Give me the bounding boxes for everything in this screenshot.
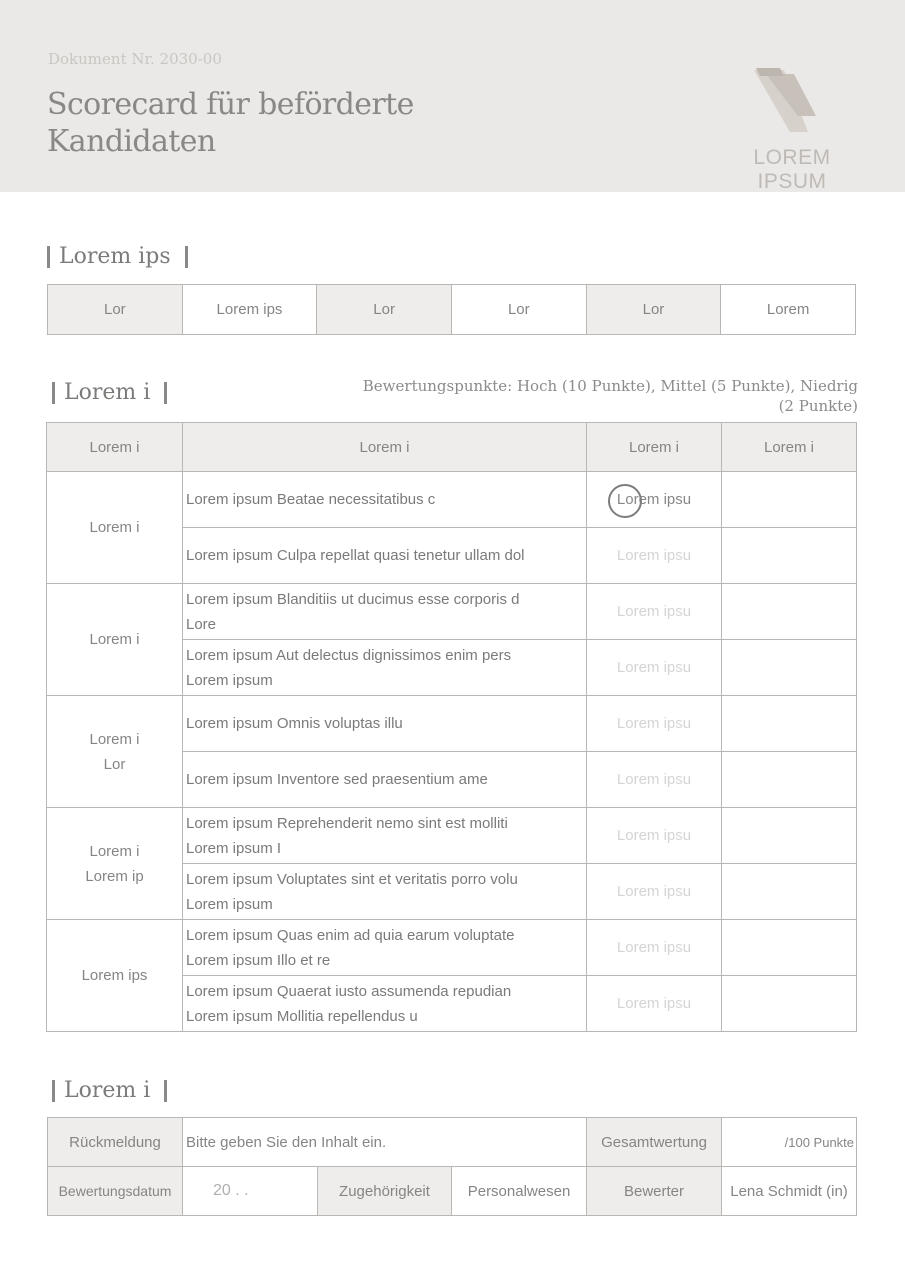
column-header: Lorem i	[47, 423, 183, 472]
comment-cell[interactable]	[722, 864, 857, 920]
column-header: Lorem i	[587, 423, 722, 472]
criteria-cell: Lorem ipsum Blanditiis ut ducimus esse corporis d Lore	[183, 584, 587, 640]
comment-cell[interactable]	[722, 696, 857, 752]
score-cell[interactable]: Lorem ipsu	[587, 584, 722, 640]
category-cell: Lorem i Lor	[47, 696, 183, 808]
info-cell: Lor	[317, 285, 452, 335]
category-cell: Lorem i Lorem ip	[47, 808, 183, 920]
comment-cell[interactable]	[722, 808, 857, 864]
table-row	[48, 1167, 857, 1216]
logo-text: LOREM IPSUM	[753, 146, 831, 193]
scorecard-table	[46, 422, 857, 1032]
document-header	[0, 0, 905, 192]
info-cell[interactable]: Lor	[451, 285, 586, 335]
table-row	[47, 472, 857, 528]
info-cell: Lor	[586, 285, 721, 335]
column-header: Lorem i	[722, 423, 857, 472]
evaluator-field[interactable]: Lena Schmidt (in)	[722, 1167, 857, 1216]
category-cell: Lorem i	[47, 472, 183, 584]
comment-cell[interactable]	[722, 528, 857, 584]
rating-points-note: Bewertungspunkte: Hoch (10 Punkte), Mittel (5 Punkte), Niedrig (2 Punkte)	[362, 377, 858, 415]
table-row	[47, 584, 857, 640]
section-title-3: Lorem i	[52, 1078, 167, 1103]
score-cell[interactable]: Lorem ipsu	[587, 528, 722, 584]
criteria-cell: Lorem ipsum Omnis voluptas illu	[183, 696, 587, 752]
stacked-panels-logo-icon	[750, 66, 820, 134]
feedback-label: Rückmeldung	[48, 1118, 183, 1167]
total-score-label: Gesamtwertung	[587, 1118, 722, 1167]
table-row	[47, 920, 857, 976]
table-row	[47, 696, 857, 752]
criteria-cell: Lorem ipsum Beatae necessitatibus c	[183, 472, 587, 528]
page-title: Scorecard für beförderte Kandidaten	[47, 87, 414, 159]
section-title-2: Lorem i	[52, 380, 167, 405]
category-cell: Lorem ips	[47, 920, 183, 1032]
score-cell[interactable]: Lorem ipsu	[587, 640, 722, 696]
comment-cell[interactable]	[722, 472, 857, 528]
comment-cell[interactable]	[722, 976, 857, 1032]
score-cell[interactable]: Lorem ipsu	[587, 696, 722, 752]
criteria-cell: Lorem ipsum Inventore sed praesentium ame	[183, 752, 587, 808]
info-cell[interactable]: Lorem	[721, 285, 856, 335]
cursor-circle: Lorem ipsu	[616, 491, 692, 508]
table-row	[47, 808, 857, 864]
info-cell: Lor	[48, 285, 183, 335]
brand-logo	[722, 66, 862, 193]
total-score-field[interactable]: /100 Punkte	[722, 1118, 857, 1167]
score-cell[interactable]: Lorem ipsu	[587, 752, 722, 808]
criteria-cell: Lorem ipsum Reprehenderit nemo sint est molliti Lorem ipsum I	[183, 808, 587, 864]
score-cell[interactable]: Lorem ipsu	[587, 976, 722, 1032]
table-header-row	[47, 423, 857, 472]
comment-cell[interactable]	[722, 640, 857, 696]
affiliation-label: Zugehörigkeit	[318, 1167, 452, 1216]
affiliation-field[interactable]: Personalwesen	[452, 1167, 587, 1216]
category-cell: Lorem i	[47, 584, 183, 696]
document-number: Dokument Nr. 2030-00	[48, 50, 222, 68]
criteria-cell: Lorem ipsum Culpa repellat quasi tenetur ullam dol	[183, 528, 587, 584]
criteria-cell: Lorem ipsum Voluptates sint et veritatis porro volu Lorem ipsum	[183, 864, 587, 920]
evaluation-date-label: Bewertungsdatum	[48, 1167, 183, 1216]
criteria-cell: Lorem ipsum Quaerat iusto assumenda repudian Lorem ipsum Mollitia repellendus u	[183, 976, 587, 1032]
column-header: Lorem i	[183, 423, 587, 472]
comment-cell[interactable]	[722, 752, 857, 808]
info-table	[47, 284, 856, 335]
section-title-1: Lorem ips	[47, 244, 188, 269]
score-cell[interactable]: Lorem ipsu	[587, 808, 722, 864]
feedback-field[interactable]: Bitte geben Sie den Inhalt ein.	[183, 1118, 587, 1167]
table-row	[48, 1118, 857, 1167]
evaluator-label: Bewerter	[587, 1167, 722, 1216]
criteria-cell: Lorem ipsum Quas enim ad quia earum voluptate Lorem ipsum Illo et re	[183, 920, 587, 976]
comment-cell[interactable]	[722, 584, 857, 640]
comment-cell[interactable]	[722, 920, 857, 976]
info-cell[interactable]: Lorem ips	[182, 285, 317, 335]
evaluation-date-field[interactable]: 20 . .	[183, 1167, 318, 1216]
score-cell[interactable]	[587, 472, 722, 528]
criteria-cell: Lorem ipsum Aut delectus dignissimos enim pers Lorem ipsum	[183, 640, 587, 696]
summary-table	[47, 1117, 857, 1216]
score-cell[interactable]: Lorem ipsu	[587, 920, 722, 976]
score-cell[interactable]: Lorem ipsu	[587, 864, 722, 920]
